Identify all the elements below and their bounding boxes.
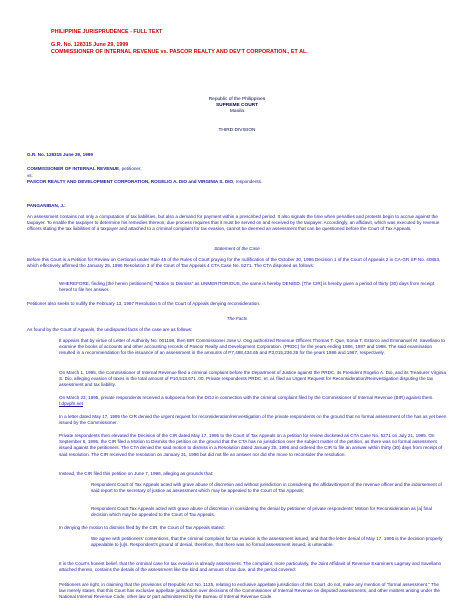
facts-ground-1: Respondent Court of Tax Appeals acted with grave abuse of discretion and without jurisdiction in considering the affidavit/report of the revenue officer and the indorsement of said report to the secretary of justice as assessment which may be appealed to the Court of Tax Appeals; [91, 482, 442, 494]
court-division: THIRD DIVISION [218, 128, 256, 133]
court-city: Manila [229, 109, 245, 114]
facts-quote-2: On March 1, 1995, the Commissioner of Internal Revenue filed a criminal complaint before the Department of Justice against the PRDC, its President Rogelio A. Dio, and its Treasurer Virginia S. Dio, alleging evasion of taxes in the total amount of P10,513,671 .00. Private respondents PRDC, et. al. filed an Urgent Request for Reconsideration/Reinvestigation disputing the tax assessment and tax liability. [59, 370, 446, 388]
statement-paragraph: Before this Court is a Petition for Review on Certiorari under Rule 45 of the Rules of Court praying for the nullification of the October 30, 1996 Decision 1 of the Court of Appeals 2 in CA-GR SP No. 40853, which effectively affirmed the January 25, 1996 Resolution 3 of the Court of Tax Appeals 4 CTA Case No. 5271. The CTA disposed as follows: [27, 257, 441, 269]
facts-ground-2: Respondent Court Tax Appeals acted with grave abuse of discretion in considering the denial by petitioner of private respondents' Motion for Reconsideration as [a] final decision which may be appealed to the Court of Tax Appeals. [91, 506, 432, 518]
caption-vs: vs. [27, 172, 33, 178]
petitioner-role: , petitioner, [119, 166, 142, 171]
intro-paragraph: An assessment contains not only a computation of tax liabilities, but also a demand for payment within a prescribed period. It also signals the time when penalties and protests begin to accrue against the taxpayer. To enable the taxpayer to determine his remedies thereon, due process requires that it must be served on and received by the taxpayer. Accordingly, an affidavit, which was executed by revenue officers stating the tax liabilities of a taxpayer and attached to a criminal complaint for tax evasion, cannot be deemed an assessment that can be questioned before the Court of Tax Appeals. [27, 214, 440, 232]
source-link[interactable]: f.dpvph!.net [59, 401, 84, 407]
respondents-names: PASCOR REALTY AND DEVELOPMENT CORPORATION, ROGELIO A. DIO and VIRGINIA S. DIO [27, 179, 234, 184]
court-republic: Republic of the Philippines [208, 97, 266, 102]
petitioner-name: COMMISSIONER OF INTERNAL REVENUE [27, 166, 120, 171]
header-case-no: G.R. No. 128315 June 29, 1999 [51, 42, 129, 48]
facts-ground-3: We agree with petitioners' contentions, that the criminal complaint for tax evasion is the assessment issued, and that the letter denial of May 17, 1995 is the decision properly appealable to [u]s. Respondent's ground of denial, therefore, that there was no formal assessment issued, is untenable. [91, 536, 443, 548]
facts-quote-5: Private respondents then elevated the Decision of the CIR dated May 17, 1995 to the Court of Tax Appeals on a petition for review docketed as CTA Case No. 5271 on July 21, 1995. On September 6, 1995, the CIR filed a Motion to Dismiss the petition on the ground that the CTA has no jurisdiction over the subject matter of the petition, as there was no formal assessment issued against the petitioners. The CTA denied the said motion to dismiss in a Resolution dated January 25, 1996 and ordered the CIR to file an answer within thirty (30) days from receipt of said resolution. The CIR received the resolution on January 31, 1996 but did not file an answer nor did she move to reconsider the resolution. [59, 433, 443, 457]
header-case-title: COMMISSIONER OF INTERNAL REVENUE vs. PASCOR REALTY AND DEV'T CORPORATION., ET AL. [51, 48, 308, 55]
caption-petitioner [27, 166, 447, 172]
facts-quote-4: In a letter dated May 17, 1995 the CIR denied the urgent request for reconsideration/reinvestigation of the private respondents on the ground that no formal assessment of the has as yet been issued by the Commissioner. [59, 414, 447, 426]
respondents-role: , respondents. [233, 179, 263, 184]
statement-quote: WHEREFORE, finding [the herein petitioner's] "Motion to Dismiss" as UNMERITORIOUS, the same is hereby DENIED. [The CIR] is hereby given a period of thirty (30) days from receipt hereof to file her answer. [59, 281, 435, 293]
facts-quote-8: It is the Court's honest belief, that the criminal case for tax evasion is already assessment. The complaint, more particularly, the Joint Affidavit of Revenue Examiners Lagmay and Savellano attached thereto, contains the details of the assessment like the kind and amount of tax due, and the period covered: [59, 561, 442, 573]
facts-intro: As found by the Court of Appeals, the undisputed facts of the case are as follows: [27, 327, 193, 332]
caption-respondents [27, 179, 447, 185]
caption-gr: G.R. No. 128315 June 29, 1999 [27, 152, 93, 157]
facts-quote-6: Instead, the CIR filed this petition on June 7, 1996, alleging as grounds that: [59, 471, 214, 476]
site-title: PHILIPPINE JURISPRUDENCE - FULL TEXT [51, 29, 163, 35]
statement-heading: Statement of the Case [214, 246, 260, 251]
facts-quote-3 [59, 395, 447, 407]
facts-quote-9: Petitioners are right, in claiming that the provisions of Republic Act No. 1125, relating to exclusive appellate jurisdiction of this Court, do not, make any mention of "formal assessment." The law merely states, that this Court has exclusive appellate jurisdiction over decisions of the Commissioner of Internal Revenue on disputed assessments, and other matters arising under the National Internal Revenue Code, other law or part administered by the Bureau of Internal Revenue Code. [59, 582, 440, 600]
facts-quote-7: In denying the motion to dismiss filed by the CIR, the Court of Tax Appeals stated: [59, 525, 225, 530]
statement-paragraph-2: Petitioner also seeks to nullify the February 13, 1997 Resolution 5 of the Court of Appeals denying reconsideration. [27, 301, 261, 306]
ponente: PANGANIBAN, J.: [27, 203, 66, 208]
court-supreme: SUPREME COURT [215, 103, 259, 108]
facts-quote-1: It appears that by virtue of Letter of Authority No. 001198, then BIR Commissioner Jose U. Ong authorized Revenue Officers Thomas T. Que, Sonia T. Estorco and Emmanuel M. Savellano to examine the books of accounts and other accounting records of Pascor Realty and Development Corporation. (PRDC) for the years ending 1986, 1987 and 1988. The said examination resulted in a recommendation for the issuance of an assessment in the amounts of P7,498,434.65 and P3,015,236.35 for the years 1986 and 1987, respectively. [59, 338, 445, 356]
facts-heading: The Facts [226, 316, 248, 321]
facts-quote-3-text: On March 23, 1995, private respondents received a subpoena from the DOJ in connection with the criminal complaint filed by the Commissioner of Internal Revenue (BIR) against them. [59, 395, 434, 400]
